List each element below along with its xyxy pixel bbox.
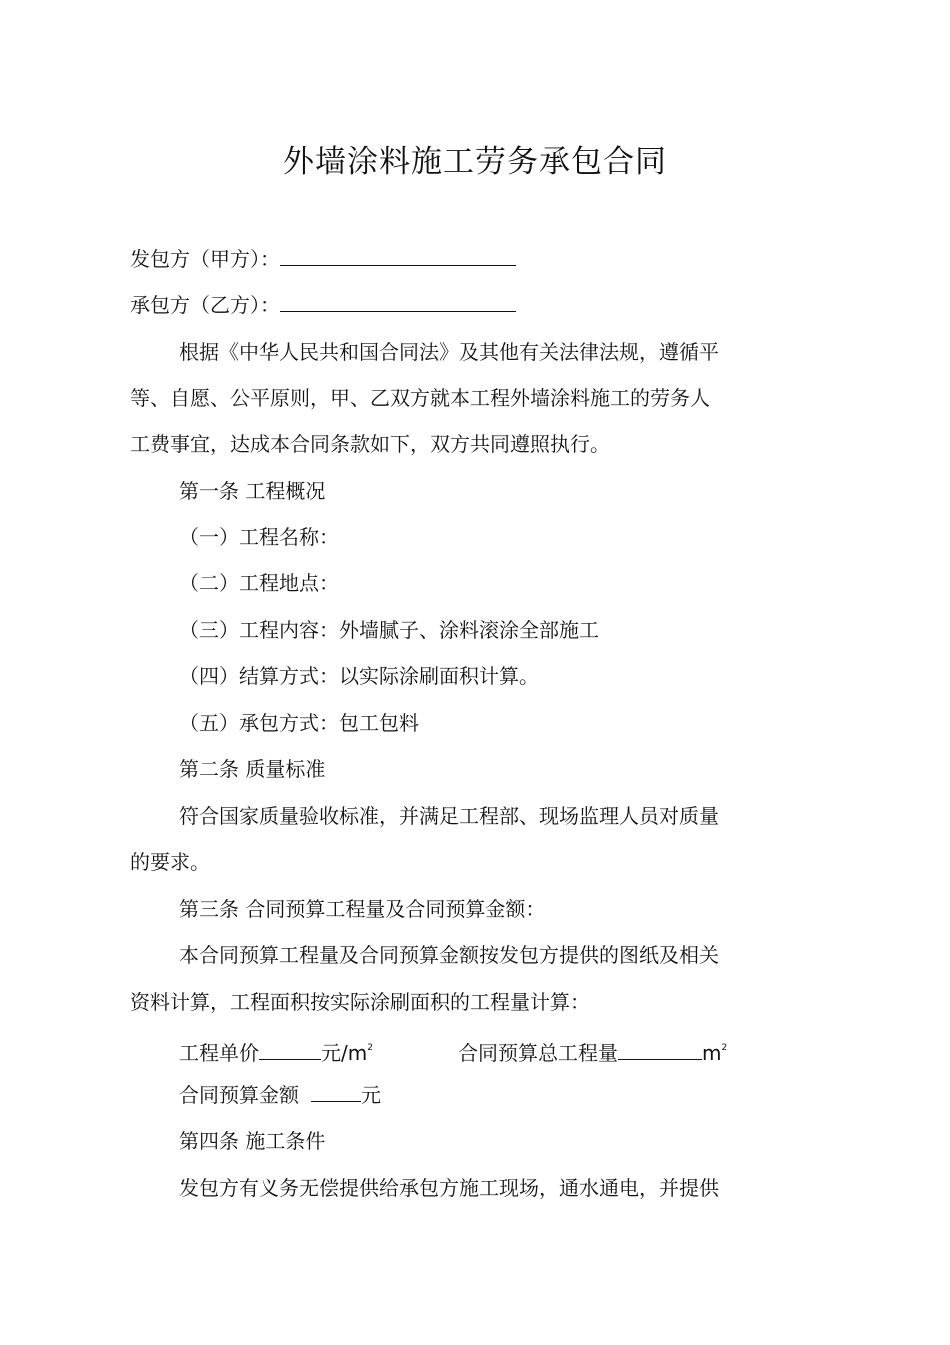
intro-line: 等、自愿、公平原则，甲、乙双方就本工程外墙涂料施工的劳务人 [130, 386, 710, 410]
article1-heading: 第一条 工程概况 [179, 479, 326, 503]
party-b-label: 承包方（乙方）： [130, 293, 280, 317]
article1-item: （一）工程名称： [179, 525, 339, 549]
unit-price-superscript: 2 [367, 1043, 373, 1053]
article1-item: （四）结算方式：以实际涂刷面积计算。 [179, 664, 539, 688]
party-a-label: 发包方（甲方）： [130, 247, 280, 271]
article1-item: （五）承包方式：包工包料 [179, 711, 419, 735]
article3-heading: 第三条 合同预算工程量及合同预算金额： [179, 897, 546, 921]
party-a-blank [280, 245, 516, 266]
amount-blank [311, 1081, 361, 1102]
total-qty-blank [618, 1039, 702, 1060]
article2-body-line: 的要求。 [130, 850, 210, 874]
unit-price-blank [259, 1039, 321, 1060]
intro-line: 工费事宜，达成本合同条款如下，双方共同遵照执行。 [130, 432, 610, 456]
party-b-blank [280, 291, 516, 312]
amount-label: 合同预算金额 [179, 1083, 299, 1107]
article4-heading: 第四条 施工条件 [179, 1129, 326, 1153]
contract-title: 外墙涂料施工劳务承包合同 [283, 144, 667, 180]
amount-line [179, 1081, 381, 1109]
unit-price-unit: 元/m [321, 1041, 368, 1065]
party-a-line [130, 245, 516, 273]
total-qty-line [458, 1034, 727, 1067]
total-qty-label: 合同预算总工程量 [458, 1041, 618, 1065]
article1-item: （二）工程地点： [179, 571, 339, 595]
article1-item: （三）工程内容：外墙腻子、涂料滚涂全部施工 [179, 618, 599, 642]
article2-heading: 第二条 质量标准 [179, 757, 326, 781]
total-qty-superscript: 2 [721, 1043, 728, 1053]
intro-line: 根据《中华人民共和国合同法》及其他有关法律法规，遵循平 [179, 340, 719, 364]
article4-body-line: 发包方有义务无偿提供给承包方施工现场，通水通电，并提供 [179, 1176, 719, 1200]
unit-price-line [179, 1034, 373, 1067]
article3-body-line: 本合同预算工程量及合同预算金额按发包方提供的图纸及相关 [179, 943, 719, 967]
unit-price-label: 工程单价 [179, 1041, 259, 1065]
article3-body-line: 资料计算，工程面积按实际涂刷面积的工程量计算： [130, 990, 590, 1014]
article2-body-line: 符合国家质量验收标准，并满足工程部、现场监理人员对质量 [179, 804, 719, 828]
party-b-line [130, 291, 516, 319]
amount-unit: 元 [361, 1083, 381, 1107]
total-qty-unit: m [702, 1041, 722, 1065]
